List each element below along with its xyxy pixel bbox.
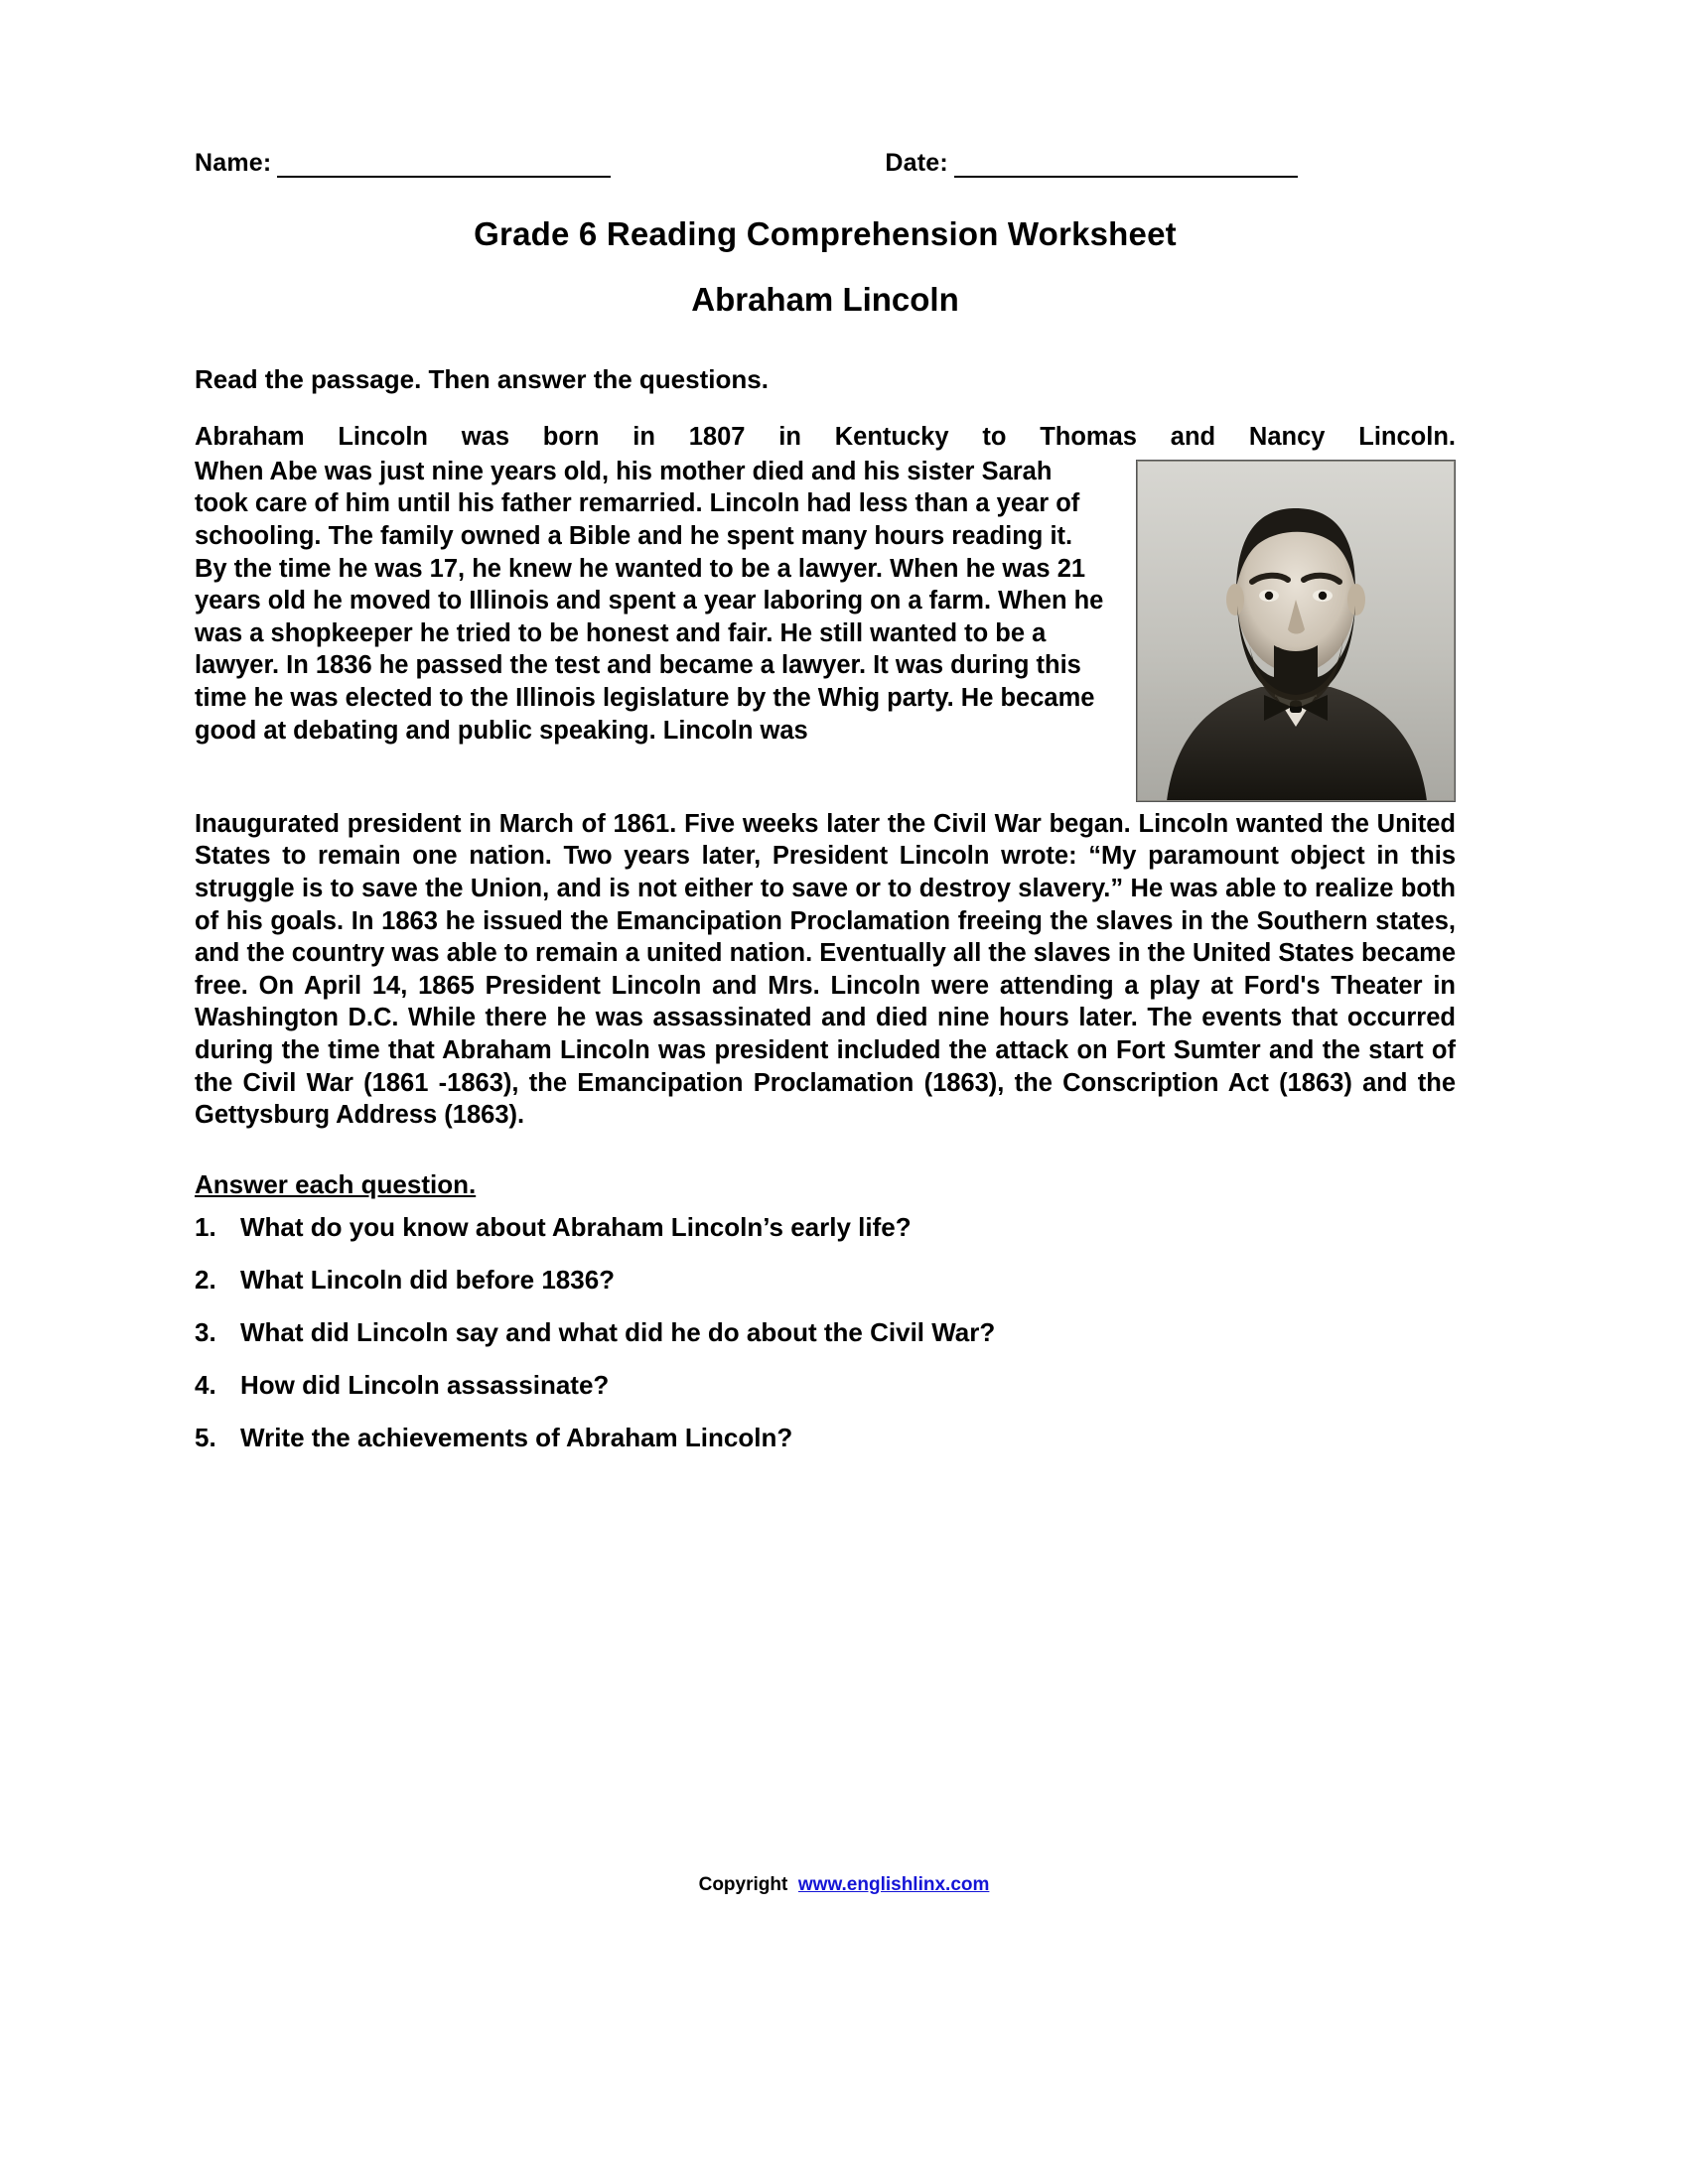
date-input-line[interactable] bbox=[954, 154, 1298, 178]
lincoln-portrait-image bbox=[1136, 460, 1456, 802]
list-item bbox=[195, 1212, 1456, 1243]
page-title: Grade 6 Reading Comprehension Worksheet bbox=[474, 215, 1177, 252]
question-number: 4. bbox=[195, 1369, 216, 1400]
questions-list bbox=[195, 1212, 1456, 1453]
copyright-label: Copyright bbox=[698, 1874, 788, 1895]
question-text: What do you know about Abraham Lincoln’s early life? bbox=[240, 1211, 912, 1242]
footer bbox=[0, 1874, 1688, 1896]
question-number: 5. bbox=[195, 1422, 216, 1452]
question-text: Write the achievements of Abraham Lincoln? bbox=[240, 1422, 793, 1452]
question-number: 3. bbox=[195, 1316, 216, 1347]
date-label: Date: bbox=[885, 149, 948, 177]
question-text: How did Lincoln assassinate? bbox=[240, 1369, 610, 1400]
name-field[interactable] bbox=[195, 149, 611, 178]
topic-title: Abraham Lincoln bbox=[691, 281, 959, 318]
date-field[interactable] bbox=[885, 149, 1298, 178]
name-date-row bbox=[195, 149, 1456, 178]
questions-heading: Answer each question. bbox=[195, 1168, 477, 1199]
question-number: 1. bbox=[195, 1211, 216, 1242]
worksheet-content bbox=[195, 149, 1456, 1475]
question-number: 2. bbox=[195, 1264, 216, 1295]
question-text: What did Lincoln say and what did he do about the Civil War? bbox=[240, 1316, 996, 1347]
website-link[interactable]: www.englishlinx.com bbox=[797, 1874, 990, 1895]
list-item bbox=[195, 1423, 1456, 1453]
question-text: What Lincoln did before 1836? bbox=[240, 1264, 616, 1295]
list-item bbox=[195, 1370, 1456, 1401]
instruction-text: Read the passage. Then answer the questions. bbox=[195, 364, 769, 394]
list-item bbox=[195, 1317, 1456, 1348]
list-item bbox=[195, 1265, 1456, 1296]
name-input-line[interactable] bbox=[277, 154, 611, 178]
passage bbox=[195, 421, 1456, 1132]
name-label: Name: bbox=[195, 149, 272, 177]
passage-wrapped-text: When Abe was just nine years old, his mother died and his sister Sarah took care of him until his father remarried. Lincoln had less than a year of schooling. The family owned a Bible and he spent many hours reading it. By the time he was 17, he knew he wanted to be a lawyer. When he was 21 years old he moved to Illinois and spent a year laboring on a farm. When he was a shopkeeper he tried to be honest and fair. He still wanted to be a lawyer. In 1836 he passed the test and became a lawyer. It was during this time he was elected to the Illinois legislature by the Whig party. He became good at debating and public speaking. Lincoln was bbox=[195, 457, 1104, 745]
passage-remaining-text: Inaugurated president in March of 1861. Five weeks later the Civil War began. Lincoln wanted the United States to remain one nation. Two years later, President Lincoln wrote: “My paramount object in this struggle is to save the Union, and is not either to save or to destroy slavery.” He was able to realize both of his goals. In 1863 he issued the Emancipation Proclamation freeing the slaves in the Southern states, and the country was able to remain a united nation. Eventually all the slaves in the United States became free. On April 14, 1865 President Lincoln and Mrs. Lincoln were attending a play at Ford's Theater in Washington D.C. While there he was assassinated and died nine hours later. The events that occurred during the time that Abraham Lincoln was president included the attack on Fort Sumter and the start of the Civil War (1861 -1863), the Emancipation Proclamation (1863), the Conscription Act (1863) and the Gettysburg Address (1863). bbox=[195, 809, 1456, 1130]
passage-first-line: Abraham Lincoln was born in 1807 in Kentucky to Thomas and Nancy Lincoln. bbox=[195, 423, 1456, 451]
